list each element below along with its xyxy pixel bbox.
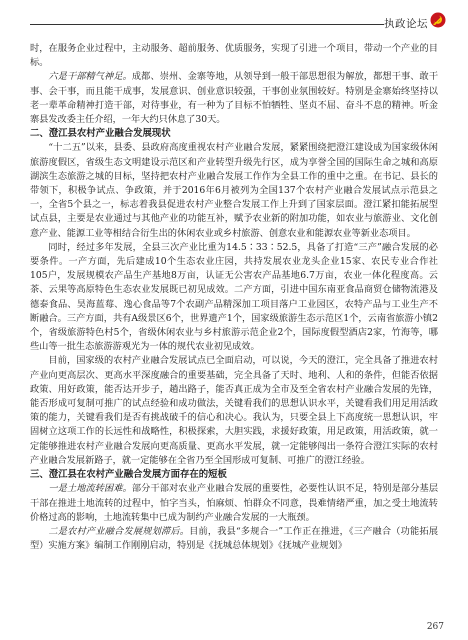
paragraph: “十二五”以来，县委、县政府高度重视农村产业融合发展，紧紧围绕把澄江建设成为国家级休闲旅游度假区，省级生态文明建设示范区和产业转型升级先行区，成为享誉全国的国际生命之城和高原湖滨生态旅游之城的目标，坚持把农村产业融合发展工作作为全县工作的重中之重。在书记、县长的带领下，积极争试点、争政策，并于2016年6月被列为全国137个农村产业融合发展试点示范县之一，全省5个县之一，标志着我县促进农村产业整合发展工作上升到了国家层面。澄江紧扣能拓展型试点县，主要是农业通过与其他产业的功能互补，赋予农业新的附加功能，如农业与旅游业、文化创意产业、能源工业等相结合衍生出的休闲农业或乡村旅游、创意农业和能源农业等新业态项目。 xyxy=(30,142,438,239)
paragraph-text: 成都、崇州、金寨等地，从领导到一般干部思想很为解放，都想干事、敢干事、会干事，而且能干成事，发展意识、创业意识较强，干事创业氛围较好。特别是金寨始终坚持以老一辈革命精神打造干部，对待事业，有一种为了目标不怕牺牲、坚贞不屈、奋斗不息的精神。听金寨县发改委主任介绍，一年大约只休息了30天。 xyxy=(30,71,439,126)
section-heading: 二、澄江县农村产业融合发展现状 xyxy=(30,128,171,140)
page-header xyxy=(30,10,446,38)
header-rule xyxy=(30,24,384,25)
page-number: 267 xyxy=(426,622,444,632)
section-heading: 三、澄江县在农村产业融合发展方面存在的短板 xyxy=(30,469,227,481)
paragraph: 目前，国家级的农村产业融合发展试点已全面启动，可以说，今天的澄江，完全具备了推进农村产业向更高层次、更高水平深度融合的重要基础，完全具备了天时、地利、人和的条件，但能否依据政策、用好政策，能否达开步子，趟出路子，能否真正成为全市及至全省农村产业融合发展的先锋，能否形成可复制可推广的试点经验和成功做法，关键看我们的思想认识水平，关键看我们用足用活政策的能力，关键看我们是否有挑战破千的信心和决心。我认为，只要全县上下高度统一思想认识，牢固树立这项工作的长远性和战略性，积极探索，大胆实践，求援好政策，用足政策，用活政策，就一定能够推进农村产业融合发展向更高质量、更高水平发展，就一定能够闯出一条符合澄江实际的农村产业融合发展新路子，就一定能够在全省乃至全国形成可复制、可推广的澄江经验。 xyxy=(30,355,438,466)
article-body xyxy=(30,42,438,553)
paragraph xyxy=(30,525,438,553)
party-emblem-icon xyxy=(430,12,446,28)
section-label: 执政论坛 xyxy=(384,18,428,30)
paragraph: 同时，经过多年发展，全县三次产业比重为14.5∶33∶52.5，具备了打造“三产”融合发展的必要条件。一产方面，先后建成10个生态农业庄园，共持发展农业龙头企业15家、农民专业合作社105户，发展规模农产品生产基地8万亩，认证无公害农产品基地6.7万亩，农业一体化程度高。云茶、云果等高原特色生态农业发展既已初见成效。二产方面，引进中国东南亚食品商贸仓储物流港及德泰食品、昊海蓝莓、逸心食品等7个农副产品精深加工项目落户工业园区，农特产品与工业生产不断融合。三产方面，共有A级景区6个，世界遗产1个，国家级旅游生态示范区1个，云南省旅游小镇2个，省级旅游特色村5个，省级休闲农业与乡村旅游示范企业2个，国际度假型酒店2家，竹海等，哪些山等一批生态旅游游观光为一体的规代农业初见成效。 xyxy=(30,241,438,353)
paragraph-text: 目前，我县“多规合一”工作正在推进，《三产融合（功能拓展型）实施方案》编制工作刚刚启动，特别是《抚城总体规划》《抚城产业规划》 xyxy=(30,525,439,552)
paragraph xyxy=(30,70,438,127)
paragraph-lead: 六是干部精气神足。 xyxy=(48,71,132,83)
paragraph xyxy=(30,482,438,525)
paragraph-lead: 二是农村产业融合发展规划滞后。 xyxy=(48,525,190,537)
paragraph-text: 部分干部对农业产业融合发展的重要性，必要性认识不足，特别是部分基层干部在推进土地流转的过程中，怕字当头，怕麻烦、怕群众不同意，畏难情绪严重，加之受土地流转价格过高的影响，土地流转集中已成为制约产业融合发展的一大瓶颈。 xyxy=(30,483,439,523)
paragraph-lead: 一是土地流转困难。 xyxy=(48,483,132,495)
paragraph: 时，在服务企业过程中，主动服务、超前服务、优质服务，实现了引进一个项目，带动一个产业的目标。 xyxy=(30,43,438,69)
